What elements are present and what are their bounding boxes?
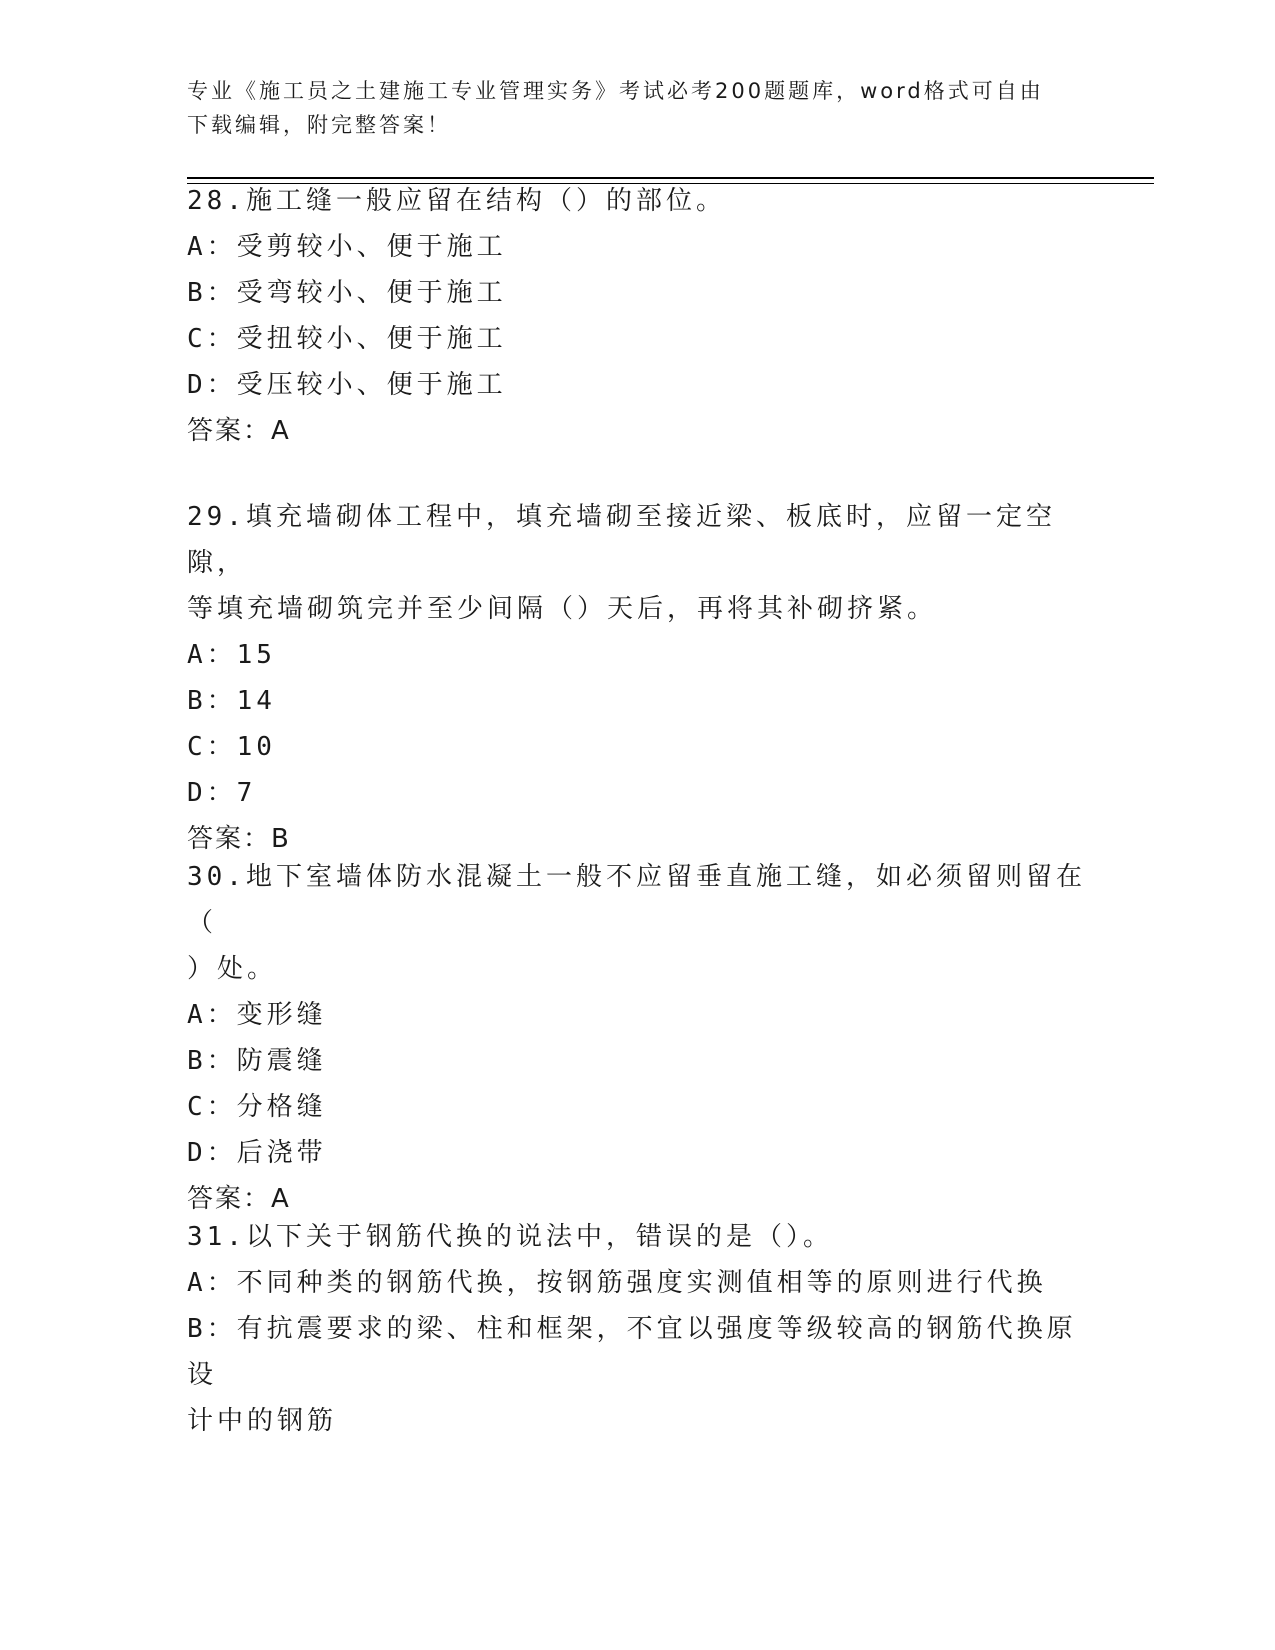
option-b: B：有抗震要求的梁、柱和框架，不宜以强度等级较高的钢筋代换原设: [187, 1314, 1077, 1390]
question-28: [187, 178, 1087, 454]
option-d: D：后浇带: [187, 1138, 327, 1168]
option-b: B：14: [187, 686, 276, 716]
option-b-continued: 计中的钢筋: [187, 1406, 338, 1436]
question-31: [187, 1214, 1087, 1444]
option-d: D：受压较小、便于施工: [187, 370, 507, 400]
header-line-1: 专业《施工员之土建施工专业管理实务》考试必考200题题库，word格式可自由: [187, 79, 1044, 103]
option-a: A：15: [187, 640, 276, 670]
option-a: A：受剪较小、便于施工: [187, 232, 507, 262]
option-c: C：分格缝: [187, 1092, 327, 1122]
question-stem-continued: ）处。: [187, 954, 278, 984]
option-a: A：变形缝: [187, 1000, 327, 1030]
document-header: [187, 74, 1087, 142]
question-30: [187, 854, 1087, 1222]
question-stem: 28.施工缝一般应留在结构（）的部位。: [187, 186, 726, 216]
option-a: A：不同种类的钢筋代换，按钢筋强度实测值相等的原则进行代换: [187, 1268, 1047, 1298]
option-c: C：10: [187, 732, 276, 762]
answer: 答案：B: [187, 824, 291, 854]
question-29: [187, 494, 1087, 862]
question-stem-continued: 等填充墙砌筑完并至少间隔（）天后，再将其补砌挤紧。: [187, 594, 938, 624]
answer: 答案：A: [187, 416, 291, 446]
option-d: D：7: [187, 778, 257, 808]
question-stem: 29.填充墙砌体工程中，填充墙砌至接近梁、板底时，应留一定空隙，: [187, 502, 1056, 578]
header-line-2: 下载编辑，附完整答案！: [187, 113, 451, 137]
question-stem: 31.以下关于钢筋代换的说法中，错误的是（）。: [187, 1222, 833, 1252]
option-b: B：防震缝: [187, 1046, 327, 1076]
option-c: C：受扭较小、便于施工: [187, 324, 507, 354]
option-b: B：受弯较小、便于施工: [187, 278, 507, 308]
question-stem: 30.地下室墙体防水混凝土一般不应留垂直施工缝，如必须留则留在（: [187, 862, 1086, 938]
answer: 答案：A: [187, 1184, 291, 1214]
